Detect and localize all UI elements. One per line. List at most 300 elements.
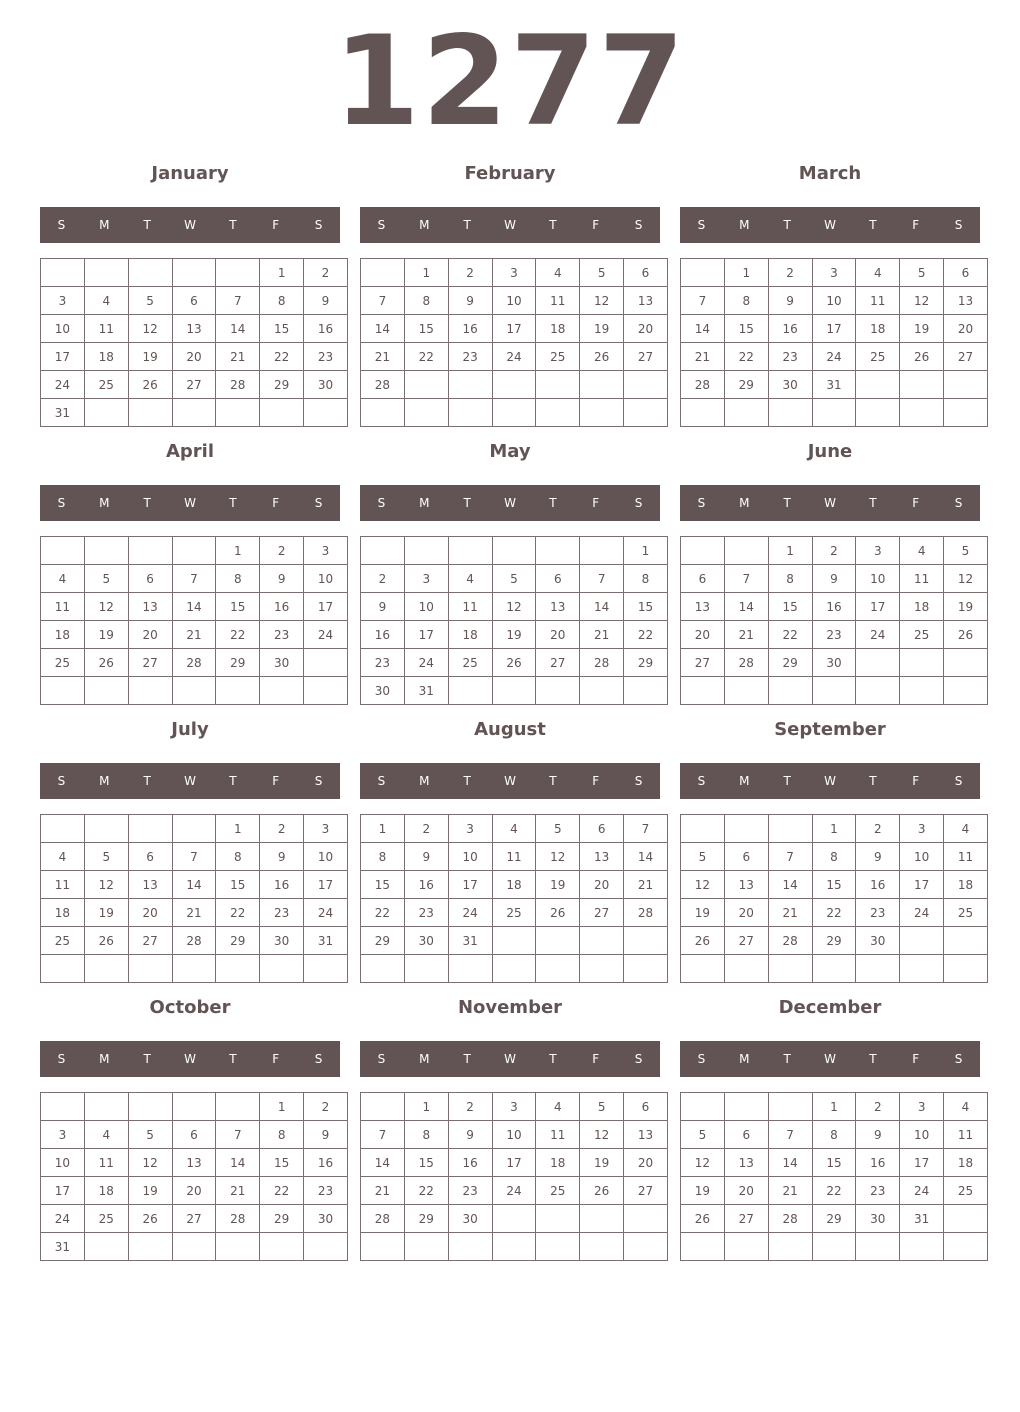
week-row (681, 1149, 988, 1177)
day-cell: 10 (304, 843, 348, 871)
day-cell: 9 (260, 843, 304, 871)
day-cell: 10 (492, 1121, 536, 1149)
day-cell: 23 (404, 899, 448, 927)
day-cell: 5 (492, 565, 536, 593)
day-cell: 17 (492, 315, 536, 343)
day-cell: 8 (812, 843, 856, 871)
day-cell: 9 (361, 593, 405, 621)
day-cell: 25 (84, 371, 128, 399)
weekday-label: M (739, 218, 750, 232)
empty-day-cell (84, 677, 128, 705)
day-cell: 2 (856, 1093, 900, 1121)
day-cell: 17 (900, 871, 944, 899)
empty-day-cell (768, 815, 812, 843)
day-cell: 20 (128, 899, 172, 927)
day-cell: 1 (216, 815, 260, 843)
day-cell: 1 (361, 815, 405, 843)
day-cell: 28 (768, 927, 812, 955)
day-cell: 3 (304, 815, 348, 843)
day-cell: 10 (900, 843, 944, 871)
empty-day-cell (724, 677, 768, 705)
empty-day-cell (536, 399, 580, 427)
empty-day-cell (944, 1233, 988, 1261)
empty-day-cell (856, 677, 900, 705)
weekday-header (360, 207, 660, 243)
day-cell: 10 (304, 565, 348, 593)
day-cell: 4 (536, 1093, 580, 1121)
empty-day-cell (172, 259, 216, 287)
day-cell: 4 (900, 537, 944, 565)
day-cell: 24 (304, 621, 348, 649)
weekday-label: S (377, 1052, 386, 1066)
day-cell: 31 (812, 371, 856, 399)
day-cell: 21 (216, 343, 260, 371)
day-cell: 29 (216, 649, 260, 677)
day-cell: 21 (624, 871, 668, 899)
day-cell: 13 (681, 593, 725, 621)
day-cell: 31 (448, 927, 492, 955)
weekday-label: T (143, 774, 151, 788)
day-cell: 31 (304, 927, 348, 955)
day-cell: 15 (724, 315, 768, 343)
empty-day-cell (216, 677, 260, 705)
day-cell: 10 (492, 287, 536, 315)
weekday-label: W (824, 774, 836, 788)
day-cell: 27 (724, 927, 768, 955)
empty-day-cell (448, 371, 492, 399)
day-cell: 22 (404, 1177, 448, 1205)
day-cell: 28 (172, 927, 216, 955)
empty-day-cell (84, 955, 128, 983)
empty-day-cell (624, 399, 668, 427)
empty-day-cell (724, 955, 768, 983)
day-cell: 16 (448, 1149, 492, 1177)
day-cell: 15 (812, 871, 856, 899)
day-cell: 29 (404, 1205, 448, 1233)
empty-day-cell (900, 955, 944, 983)
empty-day-cell (580, 399, 624, 427)
day-cell: 1 (724, 259, 768, 287)
day-cell: 23 (304, 343, 348, 371)
day-grid (40, 258, 348, 427)
weekday-label: M (419, 218, 430, 232)
day-cell: 6 (624, 1093, 668, 1121)
week-row (41, 677, 348, 705)
day-cell: 4 (492, 815, 536, 843)
month-name: February (464, 163, 556, 184)
week-row (41, 399, 348, 427)
week-row (361, 649, 668, 677)
weekday-label: F (592, 496, 600, 510)
day-cell: 24 (41, 1205, 85, 1233)
weekday-label: W (824, 496, 836, 510)
day-cell: 1 (260, 259, 304, 287)
empty-day-cell (260, 1233, 304, 1261)
day-cell: 5 (580, 259, 624, 287)
weekday-label: S (377, 496, 386, 510)
weekday-label: W (504, 1052, 516, 1066)
day-cell: 3 (900, 815, 944, 843)
day-cell: 25 (856, 343, 900, 371)
day-cell: 2 (856, 815, 900, 843)
day-cell: 3 (41, 1121, 85, 1149)
weekday-label: W (184, 774, 196, 788)
day-cell: 30 (812, 649, 856, 677)
empty-day-cell (900, 1233, 944, 1261)
empty-day-cell (216, 259, 260, 287)
weekday-label: F (912, 496, 920, 510)
day-cell: 12 (84, 871, 128, 899)
day-cell: 7 (216, 1121, 260, 1149)
week-row (681, 843, 988, 871)
day-cell: 3 (404, 565, 448, 593)
weekday-label: S (377, 218, 386, 232)
day-cell: 25 (900, 621, 944, 649)
week-row (361, 899, 668, 927)
day-cell: 9 (856, 843, 900, 871)
day-cell: 5 (944, 537, 988, 565)
day-cell: 20 (944, 315, 988, 343)
day-cell: 11 (944, 1121, 988, 1149)
day-cell: 16 (812, 593, 856, 621)
empty-day-cell (536, 677, 580, 705)
day-cell: 29 (724, 371, 768, 399)
empty-day-cell (128, 1233, 172, 1261)
day-cell: 8 (260, 1121, 304, 1149)
empty-day-cell (404, 955, 448, 983)
weekday-label: S (954, 774, 963, 788)
day-cell: 25 (492, 899, 536, 927)
empty-day-cell (681, 1233, 725, 1261)
day-cell: 14 (681, 315, 725, 343)
week-row (361, 259, 668, 287)
weekday-label: M (419, 774, 430, 788)
day-cell: 16 (361, 621, 405, 649)
day-cell: 25 (944, 899, 988, 927)
empty-day-cell (492, 1205, 536, 1233)
day-cell: 9 (404, 843, 448, 871)
day-cell: 30 (304, 1205, 348, 1233)
empty-day-cell (812, 399, 856, 427)
day-cell: 22 (404, 343, 448, 371)
week-row (681, 537, 988, 565)
empty-day-cell (216, 1233, 260, 1261)
day-cell: 18 (856, 315, 900, 343)
empty-day-cell (492, 677, 536, 705)
weekday-label: S (634, 218, 643, 232)
empty-day-cell (216, 955, 260, 983)
week-row (681, 315, 988, 343)
day-cell: 9 (812, 565, 856, 593)
day-cell: 25 (536, 1177, 580, 1205)
empty-day-cell (172, 537, 216, 565)
day-cell: 17 (304, 871, 348, 899)
weekday-label: F (912, 774, 920, 788)
day-cell: 15 (260, 1149, 304, 1177)
weekday-label: T (463, 496, 471, 510)
empty-day-cell (944, 927, 988, 955)
day-cell: 1 (260, 1093, 304, 1121)
day-cell: 2 (304, 259, 348, 287)
weekday-label: W (184, 218, 196, 232)
day-cell: 1 (768, 537, 812, 565)
day-cell: 18 (492, 871, 536, 899)
empty-day-cell (681, 677, 725, 705)
day-grid (40, 1092, 348, 1261)
day-grid (360, 814, 668, 983)
week-row (361, 593, 668, 621)
day-cell: 21 (580, 621, 624, 649)
day-cell: 22 (216, 621, 260, 649)
weekday-label: S (954, 1052, 963, 1066)
day-cell: 9 (856, 1121, 900, 1149)
day-cell: 29 (812, 1205, 856, 1233)
empty-day-cell (681, 399, 725, 427)
day-cell: 26 (944, 621, 988, 649)
day-cell: 19 (944, 593, 988, 621)
day-cell: 11 (41, 593, 85, 621)
day-cell: 23 (260, 899, 304, 927)
day-cell: 4 (84, 287, 128, 315)
week-row (361, 565, 668, 593)
day-cell: 4 (944, 1093, 988, 1121)
month-name: March (798, 163, 862, 184)
empty-day-cell (172, 1233, 216, 1261)
day-cell: 14 (172, 593, 216, 621)
day-cell: 20 (724, 899, 768, 927)
day-cell: 11 (944, 843, 988, 871)
day-cell: 18 (41, 621, 85, 649)
week-row (41, 871, 348, 899)
day-cell: 6 (724, 843, 768, 871)
day-cell: 2 (448, 259, 492, 287)
empty-day-cell (624, 1205, 668, 1233)
day-cell: 15 (216, 871, 260, 899)
empty-day-cell (681, 259, 725, 287)
empty-day-cell (41, 259, 85, 287)
week-row (681, 1205, 988, 1233)
day-cell: 2 (260, 815, 304, 843)
day-cell: 14 (172, 871, 216, 899)
week-row (361, 927, 668, 955)
week-row (41, 1177, 348, 1205)
day-cell: 13 (172, 1149, 216, 1177)
day-cell: 6 (128, 565, 172, 593)
empty-day-cell (681, 1093, 725, 1121)
day-cell: 16 (304, 1149, 348, 1177)
day-cell: 25 (84, 1205, 128, 1233)
day-cell: 19 (580, 1149, 624, 1177)
day-cell: 3 (856, 537, 900, 565)
day-cell: 8 (216, 565, 260, 593)
month-name: December (778, 997, 882, 1018)
day-cell: 4 (41, 565, 85, 593)
month-name: June (807, 441, 853, 462)
week-row (41, 621, 348, 649)
day-cell: 19 (681, 1177, 725, 1205)
weekday-label: T (143, 496, 151, 510)
empty-day-cell (128, 399, 172, 427)
weekday-label: W (184, 1052, 196, 1066)
day-cell: 15 (624, 593, 668, 621)
empty-day-cell (361, 259, 405, 287)
day-cell: 13 (624, 1121, 668, 1149)
day-cell: 8 (404, 1121, 448, 1149)
weekday-label: S (954, 218, 963, 232)
day-cell: 26 (84, 649, 128, 677)
week-row (681, 1233, 988, 1261)
day-cell: 3 (448, 815, 492, 843)
day-cell: 8 (624, 565, 668, 593)
week-row (361, 1093, 668, 1121)
day-cell: 26 (900, 343, 944, 371)
day-cell: 15 (361, 871, 405, 899)
day-cell: 28 (724, 649, 768, 677)
empty-day-cell (580, 927, 624, 955)
weekday-label: S (314, 496, 323, 510)
day-cell: 26 (536, 899, 580, 927)
weekday-label: S (697, 218, 706, 232)
weekday-label: S (314, 1052, 323, 1066)
day-cell: 26 (84, 927, 128, 955)
week-row (41, 371, 348, 399)
empty-day-cell (812, 1233, 856, 1261)
empty-day-cell (172, 399, 216, 427)
weekday-label: S (57, 218, 66, 232)
day-cell: 27 (128, 927, 172, 955)
day-cell: 5 (84, 843, 128, 871)
day-cell: 12 (492, 593, 536, 621)
day-cell: 4 (448, 565, 492, 593)
week-row (41, 1121, 348, 1149)
day-cell: 23 (448, 343, 492, 371)
empty-day-cell (624, 1233, 668, 1261)
day-cell: 18 (84, 1177, 128, 1205)
empty-day-cell (900, 677, 944, 705)
day-cell: 30 (856, 927, 900, 955)
day-cell: 7 (768, 1121, 812, 1149)
empty-day-cell (361, 1093, 405, 1121)
day-cell: 26 (128, 371, 172, 399)
day-cell: 31 (404, 677, 448, 705)
empty-day-cell (84, 399, 128, 427)
day-cell: 13 (172, 315, 216, 343)
day-cell: 28 (216, 371, 260, 399)
empty-day-cell (128, 259, 172, 287)
weekday-label: T (549, 218, 557, 232)
day-cell: 24 (448, 899, 492, 927)
empty-day-cell (172, 677, 216, 705)
empty-day-cell (536, 955, 580, 983)
day-cell: 21 (768, 1177, 812, 1205)
empty-day-cell (768, 1233, 812, 1261)
day-cell: 16 (304, 315, 348, 343)
day-cell: 3 (41, 287, 85, 315)
week-row (41, 1149, 348, 1177)
day-cell: 23 (304, 1177, 348, 1205)
week-row (681, 955, 988, 983)
day-cell: 10 (41, 315, 85, 343)
day-cell: 13 (944, 287, 988, 315)
week-row (41, 1093, 348, 1121)
day-cell: 29 (361, 927, 405, 955)
week-row (361, 537, 668, 565)
month-name: September (774, 719, 886, 740)
day-cell: 7 (724, 565, 768, 593)
day-cell: 26 (580, 343, 624, 371)
day-cell: 23 (856, 1177, 900, 1205)
empty-day-cell (304, 1233, 348, 1261)
week-row (361, 1121, 668, 1149)
day-cell: 5 (84, 565, 128, 593)
empty-day-cell (128, 815, 172, 843)
day-cell: 2 (812, 537, 856, 565)
empty-day-cell (536, 1233, 580, 1261)
day-cell: 28 (681, 371, 725, 399)
week-row (681, 815, 988, 843)
day-cell: 14 (216, 315, 260, 343)
day-cell: 2 (404, 815, 448, 843)
week-row (41, 565, 348, 593)
day-cell: 10 (448, 843, 492, 871)
day-cell: 16 (856, 1149, 900, 1177)
day-cell: 12 (128, 315, 172, 343)
week-row (41, 343, 348, 371)
day-cell: 22 (624, 621, 668, 649)
empty-day-cell (492, 399, 536, 427)
empty-day-cell (681, 955, 725, 983)
day-cell: 30 (304, 371, 348, 399)
day-cell: 19 (536, 871, 580, 899)
day-cell: 11 (900, 565, 944, 593)
day-cell: 27 (536, 649, 580, 677)
empty-day-cell (216, 399, 260, 427)
weekday-label: T (783, 496, 791, 510)
day-cell: 13 (128, 871, 172, 899)
empty-day-cell (944, 371, 988, 399)
day-cell: 17 (856, 593, 900, 621)
empty-day-cell (681, 815, 725, 843)
week-row (361, 287, 668, 315)
week-row (361, 955, 668, 983)
empty-day-cell (900, 649, 944, 677)
week-row (41, 315, 348, 343)
month-name: July (171, 719, 209, 740)
day-cell: 20 (624, 315, 668, 343)
day-cell: 24 (41, 371, 85, 399)
day-cell: 25 (448, 649, 492, 677)
empty-day-cell (304, 955, 348, 983)
day-cell: 1 (812, 815, 856, 843)
day-cell: 21 (681, 343, 725, 371)
day-cell: 6 (944, 259, 988, 287)
day-cell: 30 (260, 927, 304, 955)
day-cell: 21 (216, 1177, 260, 1205)
day-cell: 20 (172, 1177, 216, 1205)
day-cell: 21 (172, 899, 216, 927)
day-cell: 9 (260, 565, 304, 593)
empty-day-cell (768, 1093, 812, 1121)
weekday-label: S (954, 496, 963, 510)
empty-day-cell (404, 371, 448, 399)
empty-day-cell (856, 399, 900, 427)
day-cell: 18 (84, 343, 128, 371)
empty-day-cell (900, 927, 944, 955)
day-cell: 2 (361, 565, 405, 593)
empty-day-cell (361, 955, 405, 983)
weekday-label: T (229, 496, 237, 510)
day-cell: 25 (41, 649, 85, 677)
